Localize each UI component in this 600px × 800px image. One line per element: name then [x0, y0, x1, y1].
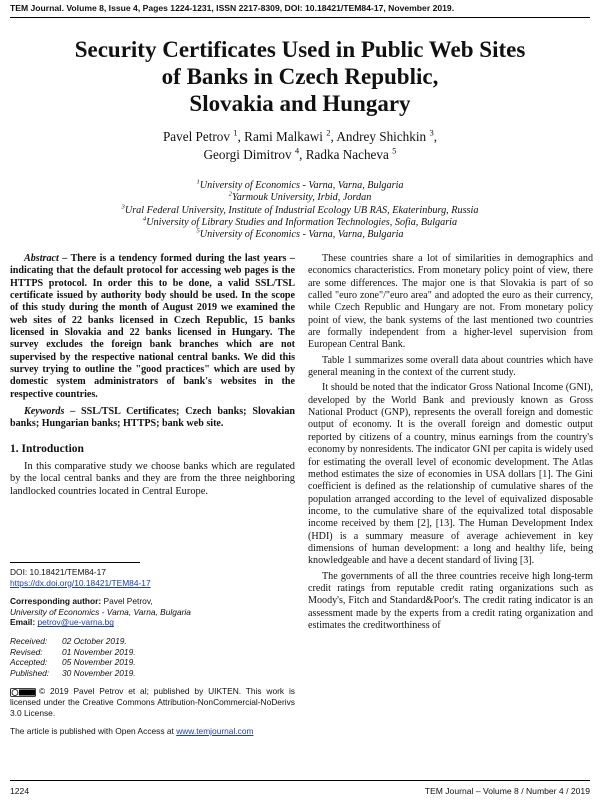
- keywords: [10, 406, 295, 431]
- corresponding-affiliation: University of Economics - Varna, Varna, Bulgaria: [10, 606, 191, 617]
- affiliation: $^2$Yarmouk University, Irbid, Jordan: [228, 190, 372, 204]
- section-heading-introduction: 1. Introduction: [10, 442, 84, 455]
- affiliation: $^4$University of Library Studies and Information Technologies, Sofia, Bulgaria: [142, 215, 458, 228]
- title-line: Slovakia and Hungary: [189, 91, 411, 116]
- date-row: Accepted: 05 November 2019.: [10, 657, 136, 668]
- abstract-label: Abstract –: [24, 253, 68, 264]
- abstract: [10, 253, 295, 401]
- info-divider: [10, 562, 140, 563]
- corresponding-label: Corresponding author:: [10, 596, 102, 607]
- date-row: Published: 30 November 2019.: [10, 667, 136, 678]
- author-affil-mark: 4: [294, 145, 300, 156]
- title-line: of Banks in Czech Republic,: [161, 64, 439, 89]
- doi-link[interactable]: https://dx.doi.org/10.18421/TEM84-17: [10, 577, 151, 588]
- author-name: Radka Nacheva: [305, 147, 389, 162]
- footer-journal-info: TEM Journal – Volume 8 / Number 4 / 2019: [424, 786, 590, 796]
- right-column: [308, 253, 593, 635]
- author-name: Andrey Shichkin: [336, 129, 427, 144]
- license-text: © 2019 Pavel Petrov et al; published by UIKTEN. This work is licensed under the Creative Commons Attribution-NonCommercial-NoDerivs 3.0 License.: [10, 686, 295, 718]
- doi-label: DOI: 10.18421/TEM84-17: [10, 567, 106, 577]
- author-affil-mark: 1: [233, 127, 238, 138]
- affiliation: $^3$Ural Federal University, Institute of Industrial Ecology UB RAS, Ekaterinburg, Russia: [121, 203, 479, 216]
- keywords-text: SSL/TSL Certificates; Czech banks; Slovakian banks; Hungarian banks; HTTPS; bank web site.: [10, 406, 295, 430]
- affiliation: $^1$University of Economics - Varna, Varna, Bulgaria: [196, 178, 404, 191]
- paper-title: [40, 36, 560, 117]
- abstract-text: There is a tendency formed during the last years – indicating that the default protocol for accessing web pages is the HTTPS protocol. In order this to be done, a valid SSL/TSL certificate issued by authority body should be used. In the scope of this study during the month of August 2019 we examined the web sites of 22 banks licensed in Czech Republic, 15 banks licensed in Slovakia and 22 banks licensed in Hungary. The survey excludes the foreign bank branches which are not supervised by the respective national central banks. We did this survey trying to outline the "good practices" which are used by domestic system administrators of bank's websites in the respective countries.: [10, 253, 295, 400]
- author-name: Georgi Dimitrov: [203, 147, 292, 162]
- author-name: Pavel Petrov: [162, 129, 230, 144]
- author-affil-mark: 2: [326, 127, 331, 138]
- article-info-box: [10, 562, 295, 737]
- keywords-label: Keywords –: [24, 406, 76, 418]
- journal-link[interactable]: www.temjournal.com: [176, 726, 254, 737]
- body-paragraph: The governments of all the three countries receive high long-term credit ratings from reputable credit rating organizations such as Moody's, Fitch and Standard&Poor's. The credit rating indicator is an assessment made by the experts from a credit rating organization and estimates the creditworthiness of: [308, 570, 593, 631]
- article-dates: [10, 636, 295, 678]
- journal-header: TEM Journal. Volume 8, Issue 4, Pages 1224-1231, ISSN 2217-8309, DOI: 10.18421/TEM84-17, November 2019.: [10, 3, 455, 13]
- author-affil-mark: 5: [392, 145, 397, 156]
- author-affil-mark: 3: [429, 127, 434, 138]
- author-list: Pavel Petrov $^1$, Rami Malkawi $^2$, Andrey Shichkin $^3$, Georgi Dimitrov $^4$, Radka Nacheva $^5$: [162, 127, 438, 162]
- email-label: Email:: [10, 617, 36, 628]
- affiliation: $^5$University of Economics - Varna, Varna, Bulgaria: [196, 227, 404, 241]
- body-paragraph: It should be noted that the indicator Gross National Income (GNI), developed by the World Bank and previously known as Gross National Product (GNP), represents the overall foreign and domestic output of economy. It is the overall foreign and domestic output reported by citizens of a country, minus earnings from the country's economy by nonresidents. The indicator GNI per capita is widely used for estimating the overall level of economic development. The Atlas method estimates the size of economies in USA dollars [1]. The Gini coefficient is defined as the relationship of cumulative shares of the population arranged according to the level of equivalized disposable income, to the cumulative share of the equivalized total disposable income received by them [2], [13]. The Human Development Index (HDI) is a summary measure of average achievement in key dimensions of human development: a long and healthy life, being knowledgeable and have a decent standard of living [3].: [308, 382, 593, 567]
- corresponding-name: Pavel Petrov,: [103, 596, 153, 607]
- affiliation-list: [40, 180, 560, 241]
- body-paragraph: These countries share a lot of similarities in demographics and economics characteristics. From monetary policy point of view, there are some differences. The major one is that Slovakia is part of so called "euro zone"/"euro area" and adopted the euro as their currency, while Czech Republic and Hungary are not. From monetary policy point of view, the bank systems of the last mentioned two countries are formally independent from a higher-level supervision from European Central Bank.: [308, 253, 593, 351]
- author-name: Rami Malkawi: [244, 129, 323, 144]
- license-notice: [10, 686, 295, 718]
- cc-license-icon: [10, 688, 36, 697]
- body-paragraph: Table 1 summarizes some overall data about countries which have general meaning in the context of the current study.: [308, 354, 593, 379]
- page-number: 1224: [10, 786, 30, 796]
- date-row: Revised: 01 November 2019.: [10, 646, 136, 657]
- footer-rule: [10, 780, 590, 781]
- open-access-notice: [10, 726, 295, 737]
- intro-paragraph: In this comparative study we choose banks which are regulated by the local central banks and they are from the three neighboring landlocked countries located in Central Europe.: [10, 460, 295, 497]
- header-rule: [10, 17, 590, 18]
- title-line: Security Certificates Used in Public Web Sites: [74, 37, 526, 62]
- open-access-text: The article is published with Open Access at: [10, 726, 174, 737]
- left-column: [10, 253, 295, 499]
- email-link[interactable]: petrov@ue-varna.bg: [37, 617, 114, 628]
- date-row: Received: 02 October 2019.: [10, 635, 127, 646]
